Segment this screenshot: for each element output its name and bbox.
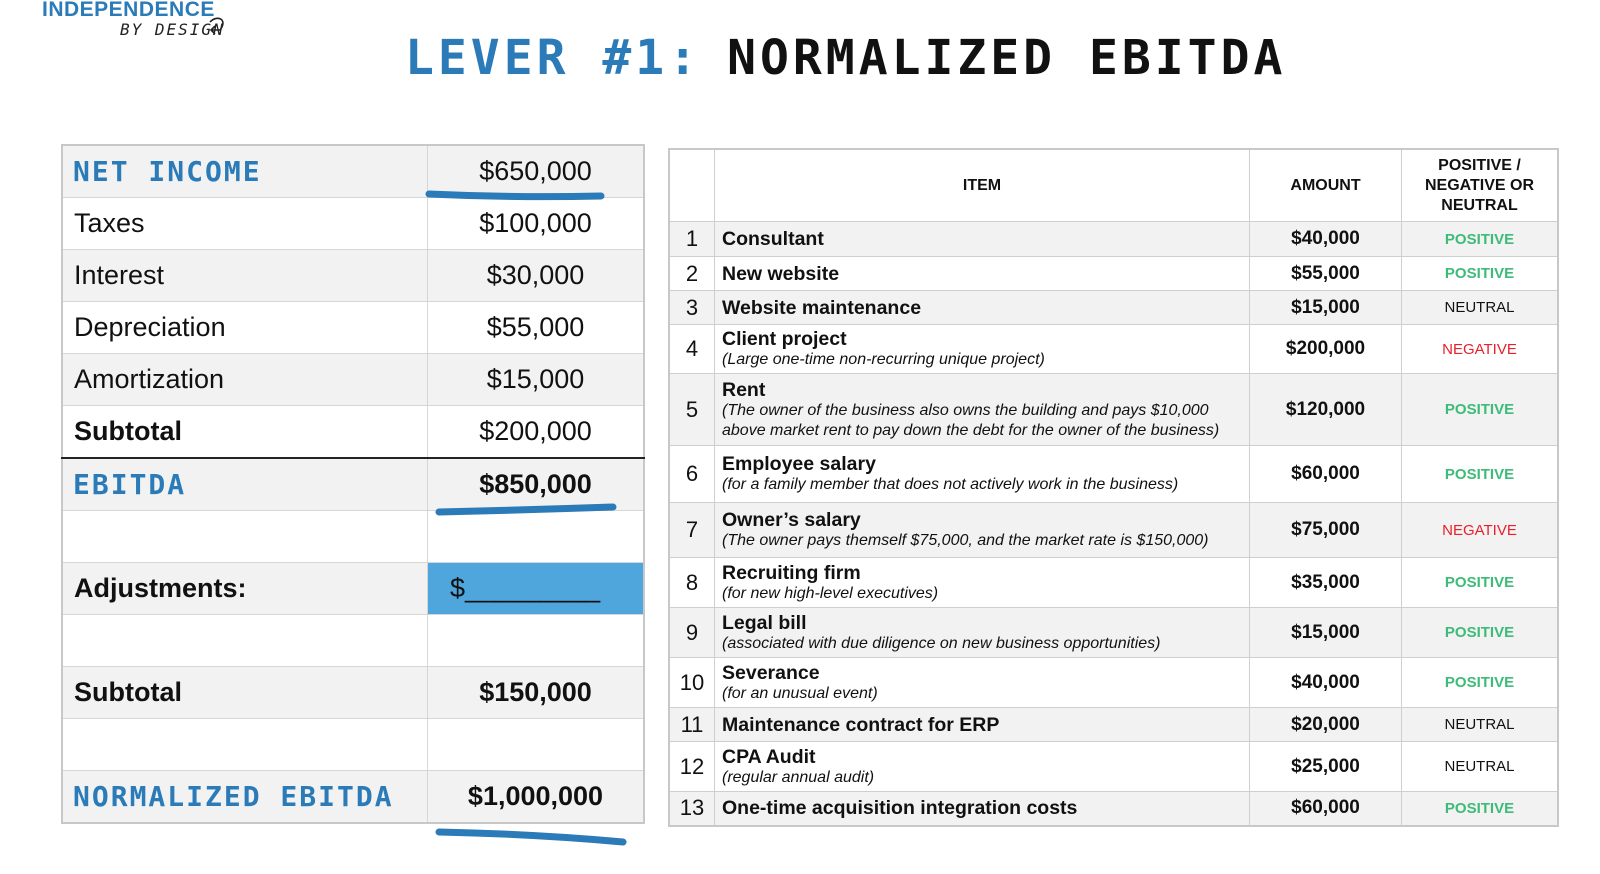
row-label: EBITDA <box>62 458 428 511</box>
amount-header: AMOUNT <box>1250 149 1402 222</box>
row-label <box>62 719 428 771</box>
item-name: Severance <box>722 661 820 684</box>
logo-main-text: INDEPENDENCE <box>42 0 215 21</box>
table-row <box>62 719 644 771</box>
item-note: (The owner pays themself $75,000, and the market rate is $150,000) <box>722 532 1209 549</box>
item-name: Owner’s salary <box>722 509 861 531</box>
row-number: 7 <box>669 503 715 558</box>
item-name: Recruiting firm <box>722 561 861 584</box>
row-label: Subtotal <box>62 667 428 719</box>
amount-cell: $200,000 <box>1250 325 1402 374</box>
item-note: (Large one-time non-recurring unique project) <box>722 351 1045 368</box>
table-row <box>62 354 644 406</box>
amount-cell: $75,000 <box>1250 503 1402 558</box>
row-value: $850,000 <box>428 458 645 511</box>
item-header: ITEM <box>715 149 1250 222</box>
posneg-header: POSITIVE / NEGATIVE OR NEUTRAL <box>1402 149 1559 222</box>
row-number: 11 <box>669 708 715 742</box>
table-row <box>669 608 1558 658</box>
row-number: 4 <box>669 325 715 374</box>
row-label: NET INCOME <box>62 145 428 198</box>
item-cell <box>715 503 1250 558</box>
row-value: $200,000 <box>428 406 645 459</box>
item-cell <box>715 792 1250 826</box>
row-number: 6 <box>669 446 715 503</box>
item-name: Employee salary <box>722 453 876 475</box>
item-cell <box>715 742 1250 792</box>
title-lever: LEVER #1: <box>405 30 702 86</box>
amount-cell: $40,000 <box>1250 222 1402 257</box>
amount-cell: $55,000 <box>1250 257 1402 291</box>
amount-cell: $40,000 <box>1250 658 1402 708</box>
subtotal-row <box>62 667 644 719</box>
table-row <box>62 302 644 354</box>
row-label <box>62 511 428 563</box>
row-number: 10 <box>669 658 715 708</box>
row-value <box>428 511 645 563</box>
row-number: 2 <box>669 257 715 291</box>
row-value <box>428 719 645 771</box>
row-value <box>428 615 645 667</box>
row-value: $55,000 <box>428 302 645 354</box>
item-name: Consultant <box>722 228 824 250</box>
amount-cell: $20,000 <box>1250 708 1402 742</box>
table-row <box>669 792 1558 826</box>
title-main: NORMALIZED EBITDA <box>727 30 1287 86</box>
status-badge: POSITIVE <box>1402 558 1559 608</box>
row-label: Taxes <box>62 198 428 250</box>
item-cell <box>715 257 1250 291</box>
item-cell <box>715 708 1250 742</box>
item-cell <box>715 658 1250 708</box>
adjustments-body <box>669 222 1558 826</box>
row-value: $650,000 <box>428 145 645 198</box>
item-name: One-time acquisition integration costs <box>722 797 1078 820</box>
item-name: New website <box>722 262 840 285</box>
row-label: NORMALIZED EBITDA <box>62 771 428 824</box>
row-label: Adjustments: <box>62 563 428 615</box>
subtotal-row <box>62 406 644 459</box>
logo <box>42 0 225 39</box>
amount-cell: $15,000 <box>1250 291 1402 325</box>
row-number: 8 <box>669 558 715 608</box>
status-badge: NEUTRAL <box>1402 708 1559 742</box>
item-name: Legal bill <box>722 611 807 634</box>
row-label: Depreciation <box>62 302 428 354</box>
status-badge: POSITIVE <box>1402 792 1559 826</box>
item-cell <box>715 222 1250 257</box>
table-row <box>669 222 1558 257</box>
item-note: (for new high-level executives) <box>722 584 939 602</box>
status-badge: NEGATIVE <box>1402 503 1559 558</box>
table-row <box>669 374 1558 446</box>
item-note: (for a family member that does not actively work in the business) <box>722 476 1179 493</box>
row-value: $1,000,000 <box>428 771 645 824</box>
row-number: 5 <box>669 374 715 446</box>
item-note: (The owner of the business also owns the building and pays $10,000 above market rent to pay down the debt for the owner of the business) <box>722 401 1220 439</box>
item-name: Maintenance contract for ERP <box>722 713 1000 736</box>
table-row <box>669 558 1558 608</box>
item-name: Client project <box>722 328 847 350</box>
row-value: $15,000 <box>428 354 645 406</box>
table-row <box>669 291 1558 325</box>
item-name: Rent <box>722 378 766 401</box>
amount-cell: $15,000 <box>1250 608 1402 658</box>
status-badge: NEUTRAL <box>1402 742 1559 792</box>
item-cell <box>715 291 1250 325</box>
item-cell <box>715 446 1250 503</box>
item-cell <box>715 374 1250 446</box>
item-name: Website maintenance <box>722 296 922 319</box>
row-value: $150,000 <box>428 667 645 719</box>
page-title <box>405 30 1286 86</box>
row-label: Subtotal <box>62 406 428 459</box>
underline-normalized-ebitda <box>435 826 627 848</box>
table-row <box>62 198 644 250</box>
item-note: (associated with due diligence on new business opportunities) <box>722 634 1161 652</box>
item-cell <box>715 325 1250 374</box>
table-row <box>669 708 1558 742</box>
item-note: (for an unusual event) <box>722 684 878 702</box>
header-row <box>669 149 1558 222</box>
status-badge: NEUTRAL <box>1402 291 1559 325</box>
row-label <box>62 615 428 667</box>
status-badge: POSITIVE <box>1402 374 1559 446</box>
ebitda-table <box>61 144 645 824</box>
status-badge: POSITIVE <box>1402 658 1559 708</box>
table-row <box>669 503 1558 558</box>
row-number: 1 <box>669 222 715 257</box>
table-row <box>62 615 644 667</box>
status-badge: POSITIVE <box>1402 608 1559 658</box>
num-header <box>669 149 715 222</box>
row-number: 9 <box>669 608 715 658</box>
amount-cell: $25,000 <box>1250 742 1402 792</box>
normalized-ebitda-row <box>62 771 644 824</box>
table-row <box>669 742 1558 792</box>
item-name: CPA Audit <box>722 745 816 768</box>
adjustments-table <box>668 148 1559 827</box>
item-cell <box>715 558 1250 608</box>
amount-cell: $60,000 <box>1250 792 1402 826</box>
item-cell <box>715 608 1250 658</box>
amount-cell: $120,000 <box>1250 374 1402 446</box>
row-value: $100,000 <box>428 198 645 250</box>
table-row <box>669 257 1558 291</box>
row-value: $30,000 <box>428 250 645 302</box>
item-note: (regular annual audit) <box>722 768 875 786</box>
table-row <box>669 325 1558 374</box>
table-row <box>669 658 1558 708</box>
status-badge: POSITIVE <box>1402 222 1559 257</box>
row-label: Interest <box>62 250 428 302</box>
status-badge: POSITIVE <box>1402 257 1559 291</box>
arrow-icon <box>204 12 228 36</box>
row-number: 3 <box>669 291 715 325</box>
amount-cell: $60,000 <box>1250 446 1402 503</box>
row-number: 12 <box>669 742 715 792</box>
underline-net-income <box>425 186 605 202</box>
underline-ebitda <box>435 500 617 518</box>
status-badge: POSITIVE <box>1402 446 1559 503</box>
adjustments-row <box>62 563 644 615</box>
row-label: Amortization <box>62 354 428 406</box>
table-row <box>62 250 644 302</box>
amount-cell: $35,000 <box>1250 558 1402 608</box>
status-badge: NEGATIVE <box>1402 325 1559 374</box>
table-row <box>62 511 644 563</box>
logo-sub-text: BY DESIGN <box>120 20 225 39</box>
row-number: 13 <box>669 792 715 826</box>
adjustments-value: $_________ <box>428 563 645 615</box>
table-row <box>669 446 1558 503</box>
